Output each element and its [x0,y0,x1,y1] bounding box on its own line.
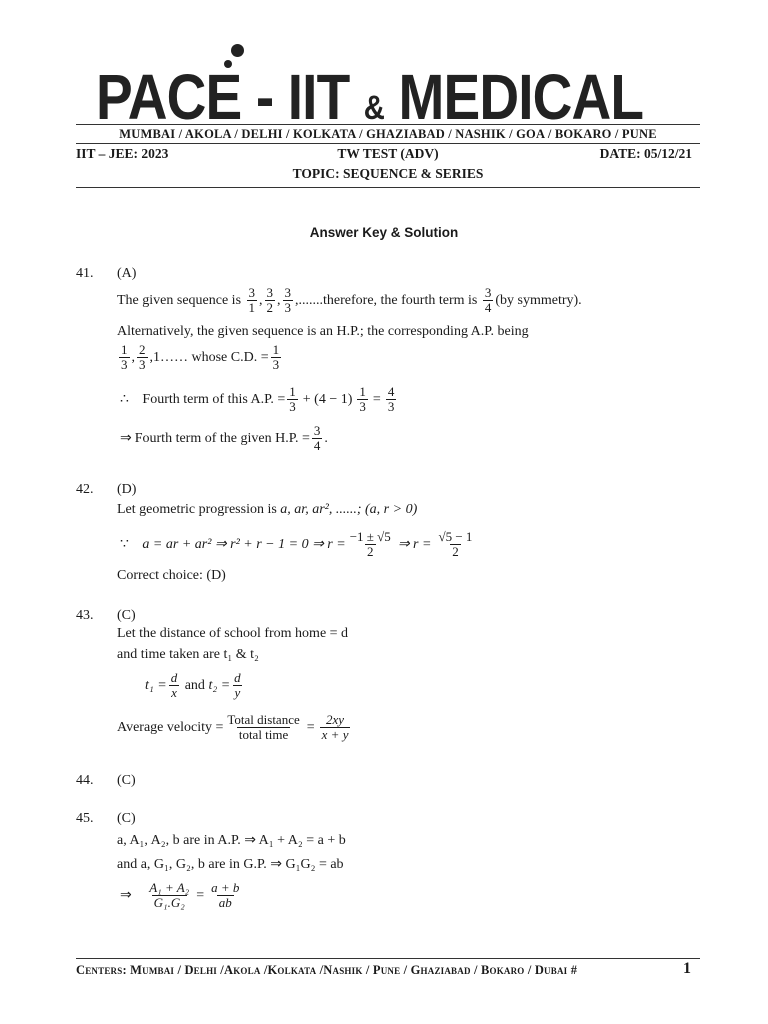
q41-line-3: $\frac{1}{3}$ , $\frac{2}{3}$ ,1…… whose C.D. = $\frac{1}{3}$ [121,342,280,372]
centers-list: MUMBAI / AKOLA / DELHI / KOLKATA / GHAZIABAD / NASHIK / GOA / BOKARO / PUNE [119,127,657,141]
q43-line-3: t₁ = $\frac{d}{x}$ and t₂ = $\frac{d}{y}$ [145,670,241,700]
q41-line-4: ∴ Fourth term of this A.P. = $\frac{1}{3}$ + (4 − 1) $\frac{1}{3}$ = $\frac{4}{3}$ [120,384,395,414]
q43-line-2: and time taken are t₁ & t₂ [117,647,259,662]
q42-line-2: ∵ a = ar + ar² ⇒ r² + r − 1 = 0 ⇒ r = $\frac{-1 \pm √5}{2}$ ⇒ r = $\frac{√5 - 1}{2}$ [120,529,473,559]
question-number: 42. [76,482,94,497]
q45-line-3: ⇒ $\frac{\text{A₁ + A₂}}{\text{G₁.G₂}}$ = $\frac{a + b}{ab}$ [120,880,240,910]
q42-line-3: Correct choice: (D) [117,568,226,583]
logo-wordmark: PACE - IIT & MEDICAL [96,61,644,133]
header-rule-bottom [76,187,700,188]
question-number: 41. [76,266,94,281]
exam-label: IIT – JEE: 2023 [76,146,169,161]
page-number: 1 [683,960,691,977]
answer-choice: (C) [117,811,136,826]
q43-line-4: Average velocity = $\frac{\text{Total distance}}{\text{total time}}$ = $\frac{2xy}{x + y}$ [117,712,349,742]
question-number: 44. [76,773,94,788]
header-rule-top [76,124,700,125]
q42-line-1: Let geometric progression is a, ar, ar², ......; (a, r > 0) [117,502,418,517]
answer-choice: (A) [117,266,137,281]
q43-line-1: Let the distance of school from home = d [117,626,349,641]
pace-logo [96,42,676,133]
question-number: 45. [76,811,94,826]
q41-line-5: ⇒ Fourth term of the given H.P. = $\frac{3}{4}$ . [120,423,328,453]
footer-centers: Centers: Mumbai / Delhi /Akola /Kolkata /Nashik / Pune / Ghaziabad / Bokaro / Dubai # [76,963,578,977]
answer-choice: (C) [117,773,136,788]
q45-line-2: and a, G₁, G₂, b are in G.P. ⇒ G₁G₂ = ab [117,857,344,872]
logo-dot-large [231,44,244,57]
date-label: DATE: 05/12/21 [599,146,692,161]
q41-line-1: The given sequence is $\frac{3}{1}$ , $\frac{3}{2}$ , $\frac{3}{3}$ ,.......therefore, the fourth term is $\frac{3}{4}$ (by symmetry). [117,285,582,315]
q45-line-1: a, A₁, A₂, b are in A.P. ⇒ A₁ + A₂ = a + b [117,833,346,848]
header-rule-mid [76,143,700,144]
question-number: 43. [76,608,94,623]
q41-line-2: Alternatively, the given sequence is an H.P.; the corresponding A.P. being [117,324,529,339]
answer-choice: (C) [117,608,136,623]
answer-choice: (D) [117,482,137,497]
test-label: TW TEST (ADV) [337,146,439,161]
footer-rule [76,958,700,959]
topic-label: TOPIC: SEQUENCE & SERIES [292,166,484,181]
document-title: Answer Key & Solution [309,225,459,240]
